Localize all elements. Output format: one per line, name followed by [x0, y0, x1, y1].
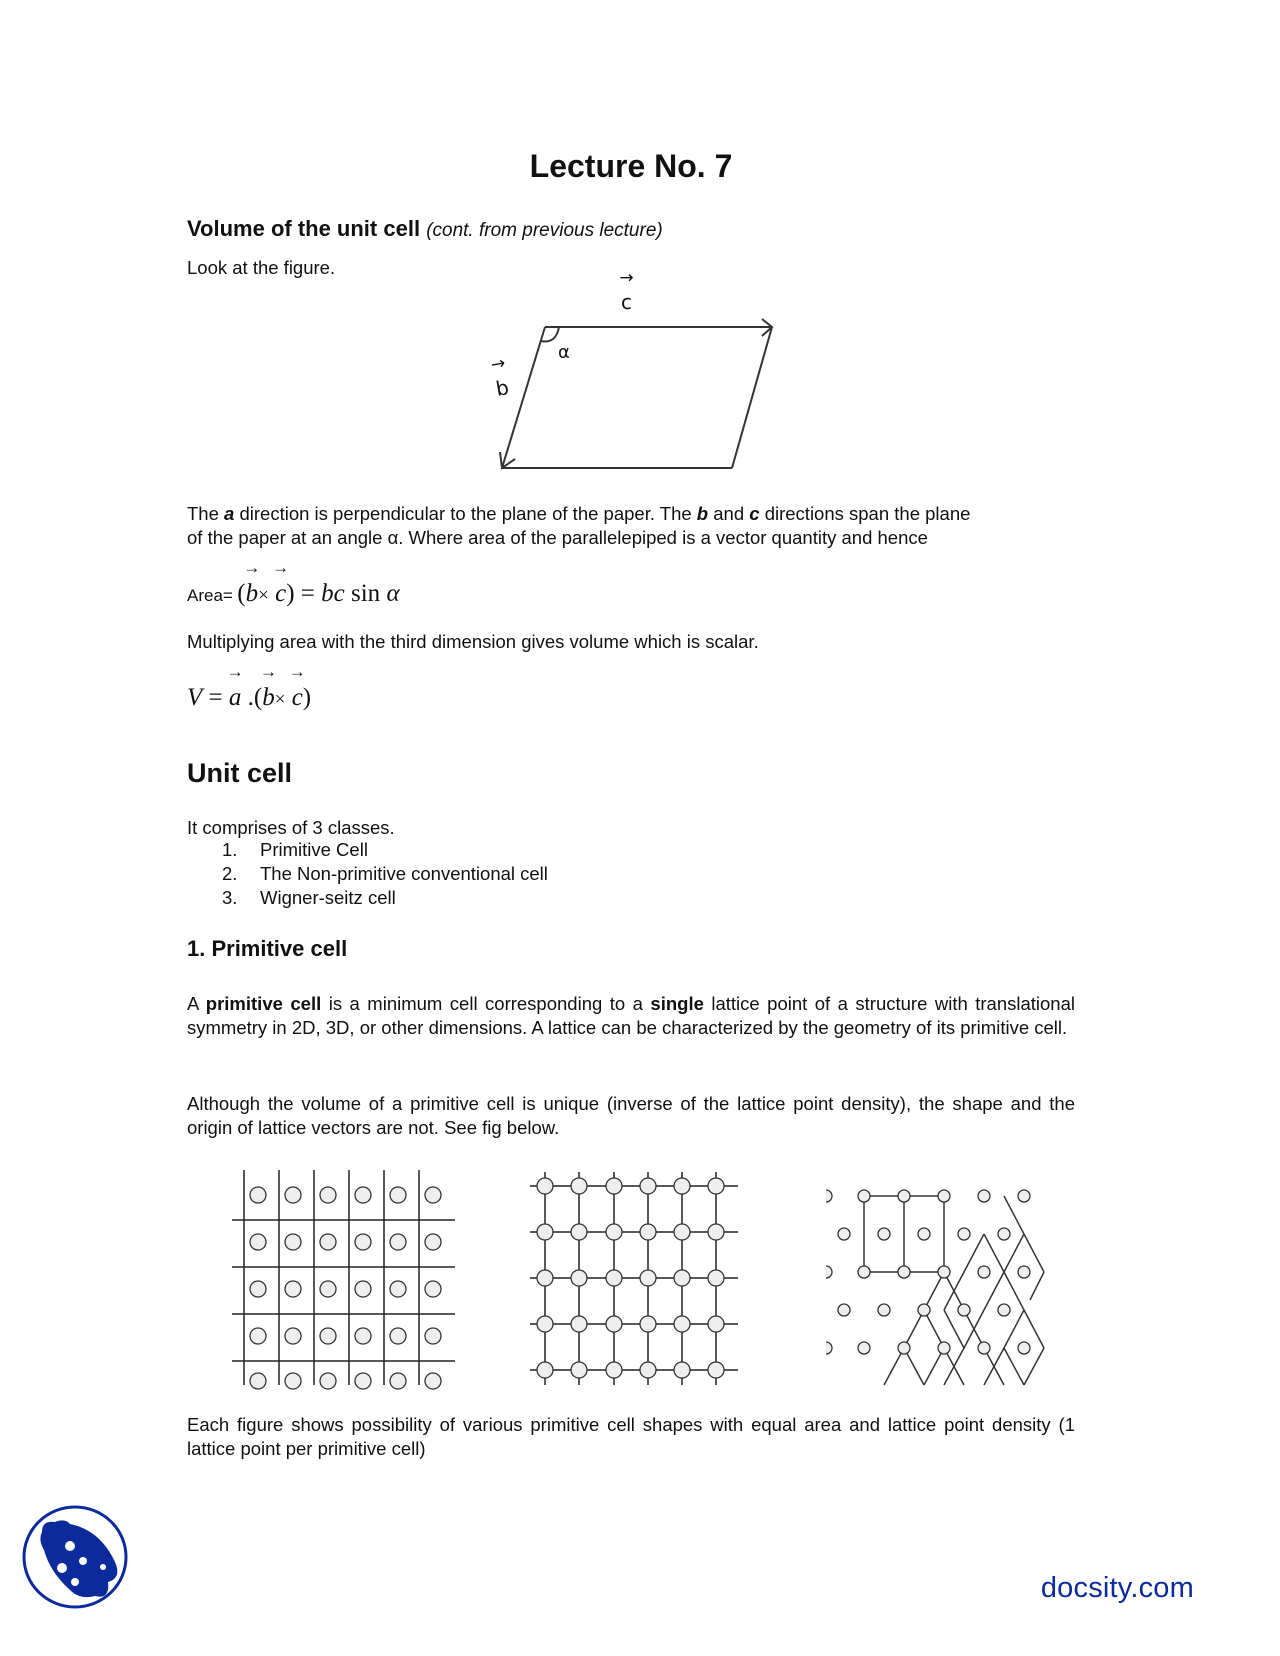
- page-title: Lecture No. 7: [529, 148, 733, 184]
- c-vector-label: → c: [621, 290, 632, 314]
- list-item: 2. The Non-primitive conventional cell: [222, 863, 548, 884]
- unit-cell-intro: It comprises of 3 classes.: [187, 817, 395, 838]
- lattice-figure-1: [232, 1170, 455, 1385]
- primitive-volume-paragraph: Although the volume of a primitive cell is unique (inverse of the lattice point density), the shape and the origin of lattice vectors are not. See fig below.: [187, 1093, 1075, 1138]
- figure-caption: Each figure shows possibility of various primitive cell shapes with equal area and lattice point density (1 lattice point per primitive cell): [187, 1414, 1075, 1459]
- volume-text: Multiplying area with the third dimension gives volume which is scalar.: [187, 631, 759, 652]
- docsity-brand-link[interactable]: docsity.com: [1040, 1572, 1194, 1604]
- list-item: 1. Primitive Cell: [222, 839, 368, 860]
- area-equation: (→ b× → c) = bc sin α: [237, 580, 399, 607]
- heading-note: (cont. from previous lecture): [426, 220, 663, 241]
- direction-paragraph: The a direction is perpendicular to the plane of the paper. The b and c directions span the plane of the paper at an angle α. Where area of the parallelepiped is a vector quantity and hence: [187, 503, 971, 548]
- alpha-angle-label: α: [558, 342, 570, 363]
- primitive-cell-paragraph: A primitive cell is a minimum cell corresponding to a single lattice point of a structure with translational symmetry in 2D, 3D, or other dimensions. A lattice can be characterized by the geometry of its primitive cell.: [187, 993, 1075, 1038]
- section-heading-primitive-cell: 1. Primitive cell: [187, 936, 348, 961]
- list-item: 3. Wigner-seitz cell: [222, 887, 396, 908]
- lattice-figure-3: [864, 1196, 1044, 1385]
- area-formula: Area= (→ b× → c) = bc sin α: [187, 580, 400, 608]
- heading-text: Volume of the unit cell: [187, 216, 421, 241]
- lattice-figure-2: [530, 1172, 738, 1385]
- docsity-logo-icon: [20, 1500, 130, 1610]
- volume-formula: V = → a .(→ b× → c): [187, 684, 311, 712]
- b-vector-label: → b: [494, 375, 511, 401]
- section-heading-unit-cell: Unit cell: [187, 758, 293, 788]
- intro-text: Look at the figure.: [187, 257, 336, 278]
